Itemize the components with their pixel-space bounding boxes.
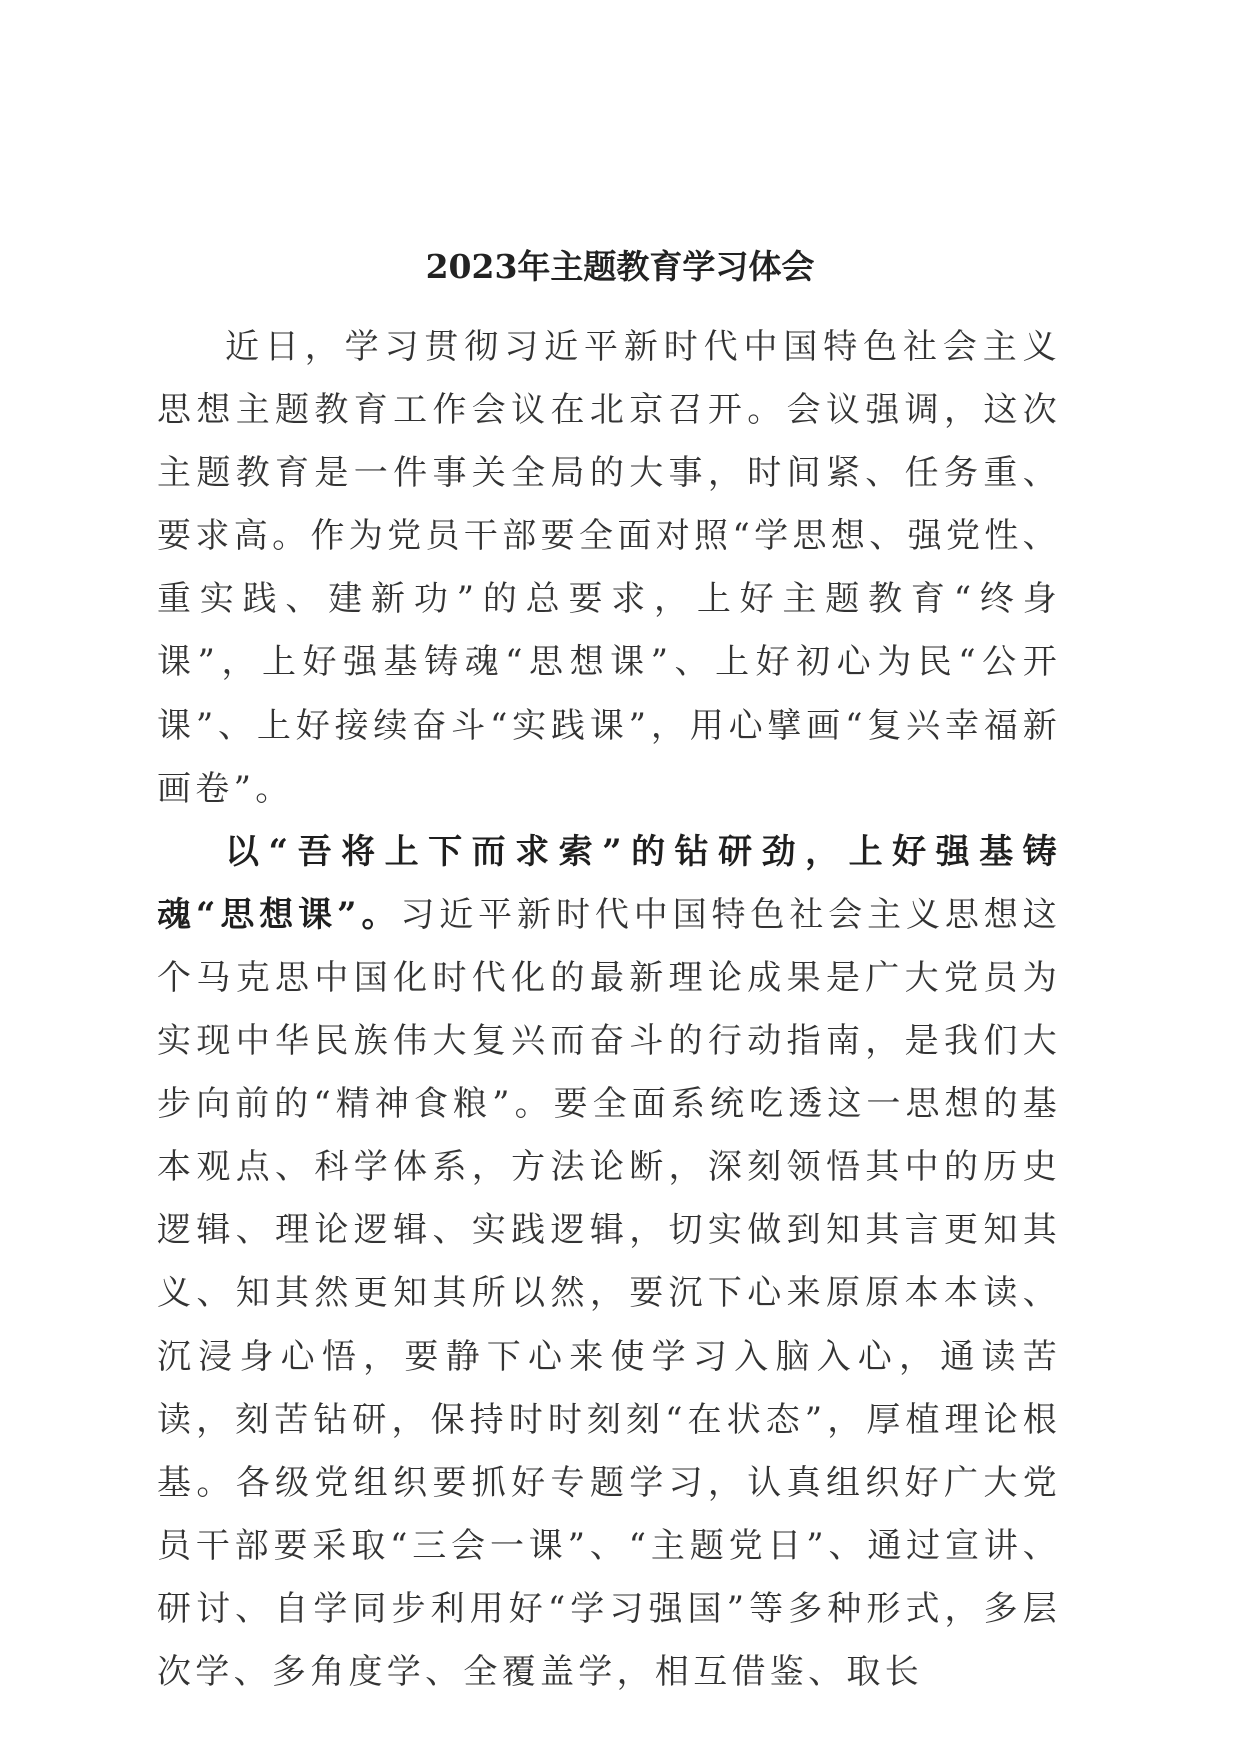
document-title: 2023年主题教育学习体会	[425, 247, 815, 287]
section-one-text: 习近平新时代中国特色社会主义思想这个马克思中国化时代化的最新理论成果是广大党员为实现中华民族伟大复兴而奋斗的行动指南，是我们大步向前的“精神食粮”。要全面系统吃透这一思想的基本观点、科学体系，方法论断，深刻领悟其中的历史逻辑、理论逻辑、实践逻辑，切实做到知其言更知其义、知其然更知其所以然，要沉下心来原原本本读、沉浸身心悟，要静下心来使学习入脑入心，通读苦读，刻苦钻研，保持时时刻刻“在状态”，厚植理论根基。各级党组织要抓好专题学习，认真组织好广大党员干部要采取“三会一课”、“主题党日”、通过宣讲、研讨、自学同步利用好“学习强国”等多种形式，多层次学、多角度学、全覆盖学，相互借鉴、取长	[157, 894, 1061, 1692]
section-one-heading: 以“吾将上下而求索”的钻研劲，上好强基铸魂“思想课”。	[157, 831, 1061, 935]
paragraph-section-one	[157, 821, 1061, 1704]
paragraph-intro	[157, 316, 1061, 821]
document-body	[157, 316, 1061, 1704]
paragraph-intro-text: 近日，学习贯彻习近平新时代中国特色社会主义思想主题教育工作会议在北京召开。会议强调，这次主题教育是一件事关全局的大事，时间紧、任务重、要求高。作为党员干部要全面对照“学思想、强党性、重实践、建新功”的总要求，上好主题教育“终身课”，上好强基铸魂“思想课”、上好初心为民“公开课”、上好接续奋斗“实践课”，用心擘画“复兴幸福新画卷”。	[157, 327, 1061, 809]
